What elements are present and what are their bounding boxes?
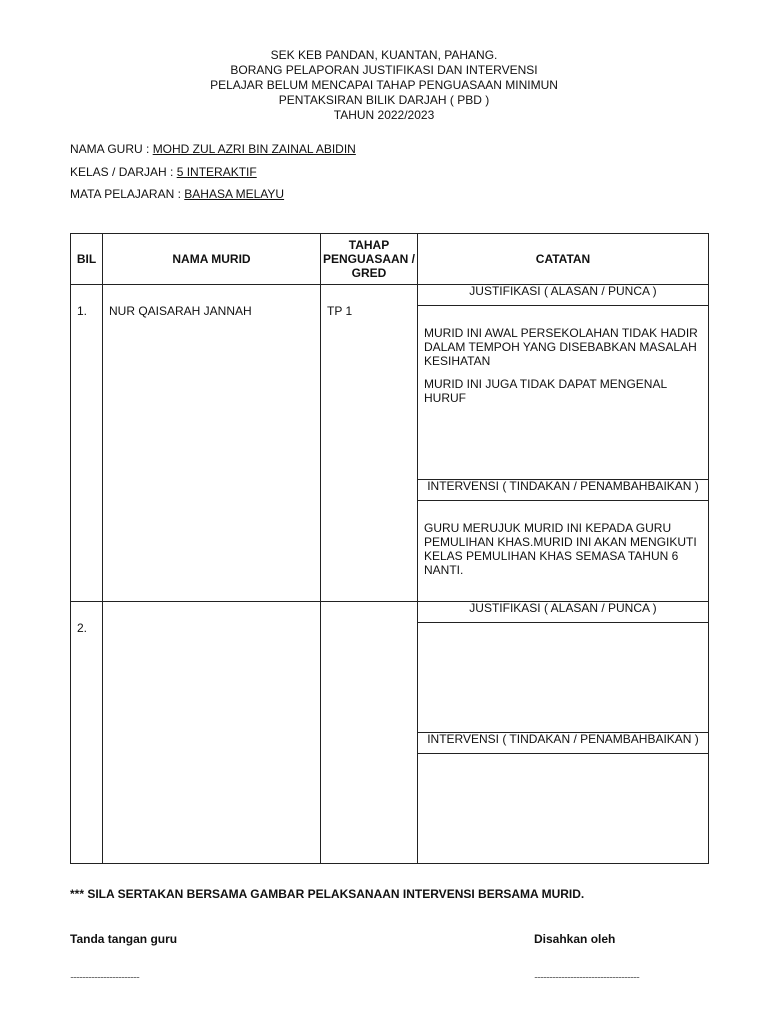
justifikasi-text: MURID INI JUGA TIDAK DAPAT MENGENAL HURUF (424, 377, 667, 405)
approval-label: Disahkan oleh (534, 932, 616, 946)
class-line (70, 165, 257, 179)
intervensi-notes (418, 754, 708, 774)
assessment-name: PENTAKSIRAN BILIK DARJAH ( PBD ) (278, 93, 490, 107)
student-report-table (70, 233, 709, 864)
justifikasi-notes (418, 306, 708, 479)
intervensi-text: GURU MERUJUK MURID INI KEPADA GURU PEMULIHAN KHAS.MURID INI AKAN MENGIKUTI KELAS PEMULIHAN KHAS SEMASA TAHUN 6 NANTI. (424, 521, 697, 577)
row-bil: 2. (71, 602, 103, 864)
school-name: SEK KEB PANDAN, KUANTAN, PAHANG. (270, 48, 498, 62)
teacher-signature-line: .............................................. (70, 970, 140, 980)
teacher-name-value: MOHD ZUL AZRI BIN ZAINAL ABIDIN (152, 142, 356, 156)
intervensi-notes (418, 501, 708, 596)
row-tahap: TP 1 (321, 285, 418, 602)
class-label: KELAS / DARJAH : (70, 165, 177, 179)
header-tahap-penguasaan: TAHAP PENGUASAAN / GRED (321, 234, 418, 285)
row-catatan (418, 602, 709, 864)
form-subtitle: PELAJAR BELUM MENCAPAI TAHAP PENGUASAAN MINIMUN (210, 78, 558, 92)
subject-line (70, 187, 284, 201)
subject-label: MATA PELAJARAN : (70, 187, 185, 201)
justifikasi-heading: JUSTIFIKASI ( ALASAN / PUNCA ) (418, 285, 708, 306)
justifikasi-notes (418, 623, 708, 732)
form-header (0, 48, 768, 123)
class-value: 5 INTERAKTIF (176, 165, 257, 179)
row-student-name: NUR QAISARAH JANNAH (103, 285, 321, 602)
subject-value: BAHASA MELAYU (184, 187, 285, 201)
table-row (71, 285, 709, 602)
header-bil: BIL (71, 234, 103, 285)
intervensi-heading: INTERVENSI ( TINDAKAN / PENAMBAHBAIKAN ) (418, 479, 708, 501)
form-title: BORANG PELAPORAN JUSTIFIKASI DAN INTERVENSI (230, 63, 538, 77)
justifikasi-heading: JUSTIFIKASI ( ALASAN / PUNCA ) (418, 602, 708, 623)
approval-signature-line: ...................................................................... (534, 970, 640, 980)
justifikasi-text: MURID INI AWAL PERSEKOLAHAN TIDAK HADIR DALAM TEMPOH YANG DISEBABKAN MASALAH KESIHATAN (424, 326, 698, 368)
intervensi-heading: INTERVENSI ( TINDAKAN / PENAMBAHBAIKAN ) (418, 732, 708, 754)
table-row (71, 602, 709, 864)
teacher-name-label: NAMA GURU : (70, 142, 153, 156)
row-bil: 1. (71, 285, 103, 602)
header-catatan: CATATAN (418, 234, 709, 285)
row-tahap (321, 602, 418, 864)
row-student-name (103, 602, 321, 864)
footer-instruction: *** SILA SERTAKAN BERSAMA GAMBAR PELAKSANAAN INTERVENSI BERSAMA MURID. (70, 887, 585, 901)
table-header-row (71, 234, 709, 285)
teacher-signature-label: Tanda tangan guru (70, 932, 178, 946)
row-catatan (418, 285, 709, 602)
teacher-name-line (70, 142, 356, 156)
academic-year: TAHUN 2022/2023 (333, 108, 435, 122)
header-nama-murid: NAMA MURID (103, 234, 321, 285)
